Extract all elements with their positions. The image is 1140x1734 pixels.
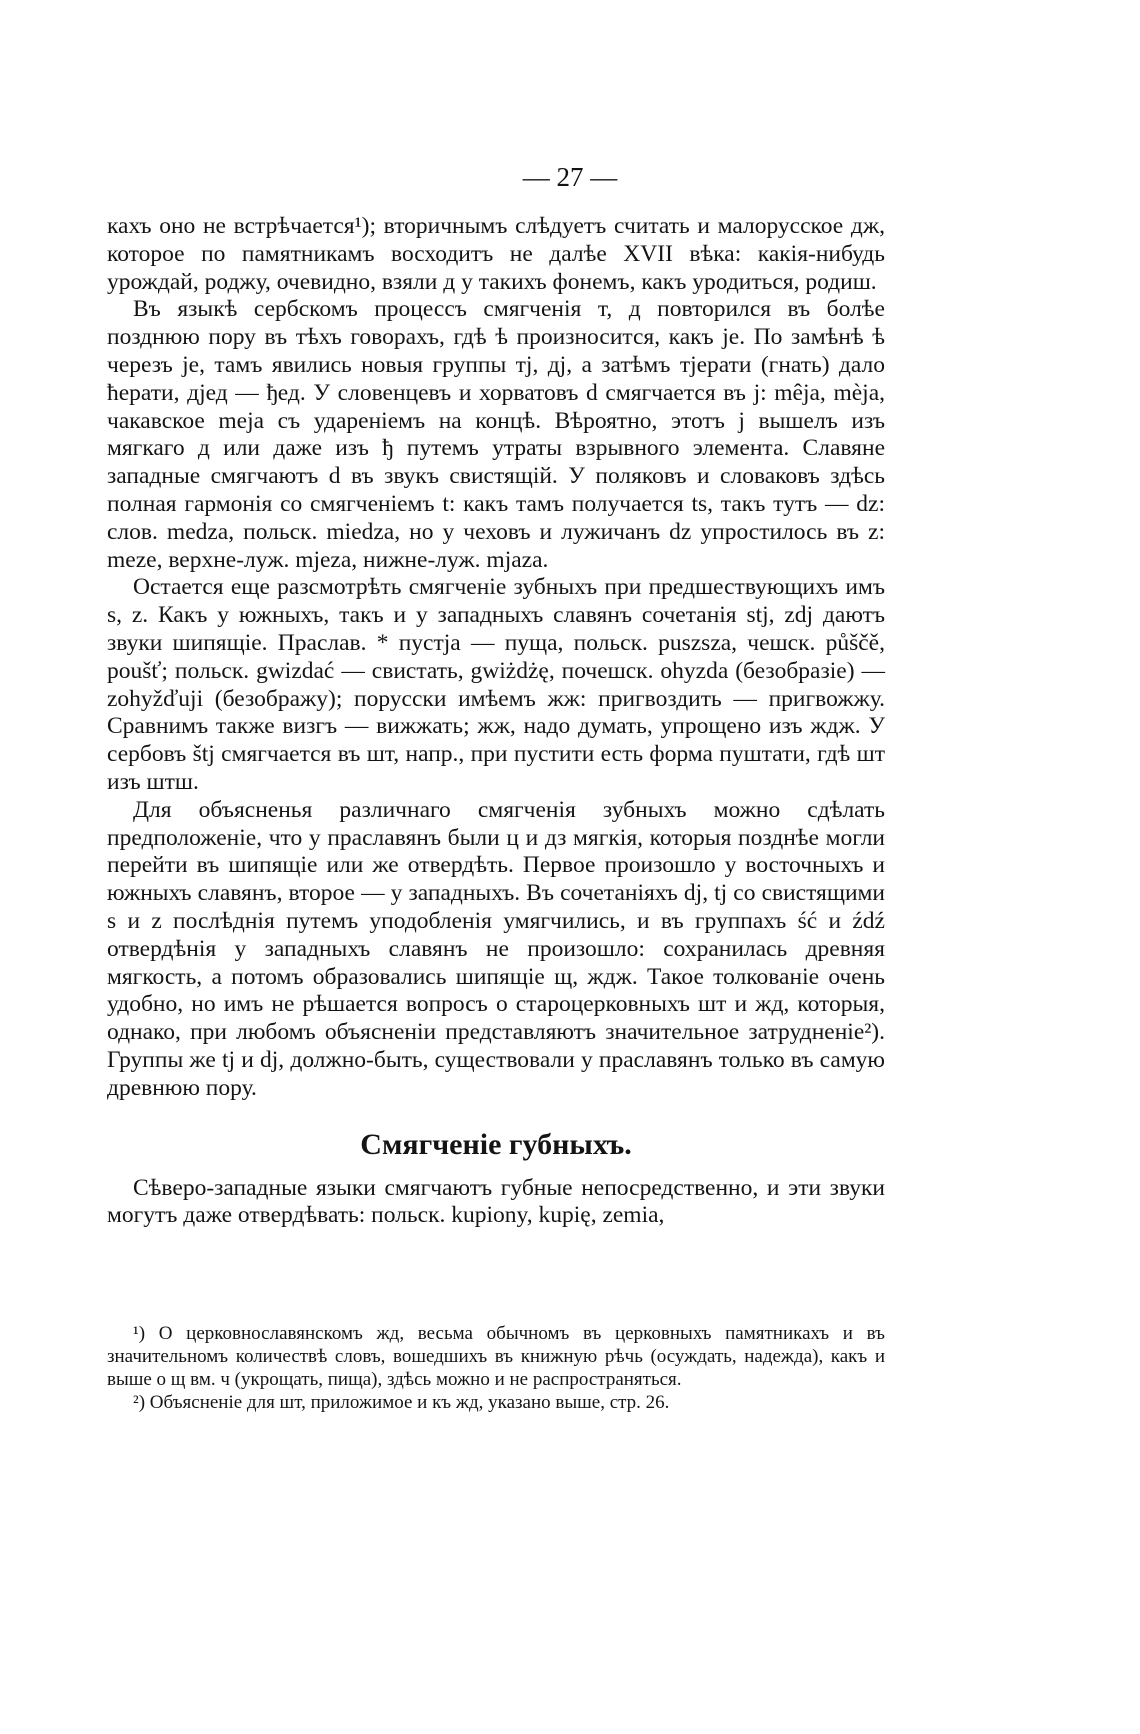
- section-heading: Смягченіе губныхъ.: [360, 1127, 632, 1161]
- footnote-text: Объясненіе для шт, приложимое и къ жд, указано выше, стр. 26.: [149, 1392, 670, 1413]
- paragraph-1: кахъ оно не встрѣчается¹); вторичнымъ слѣдуетъ считать и малорусское дж, которое по памятникамъ восходитъ не далѣе XVII вѣка: какія-нибудь урождай, роджу, очевидно, взяли д у такихъ фонемъ, какъ уродиться, родиш.: [107, 213, 885, 295]
- footnote-mark: ²): [133, 1392, 146, 1413]
- footnote-2: [107, 1391, 885, 1414]
- section-paragraph: Сѣверо-западные языки смягчаютъ губные непосредственно, и эти звуки могутъ даже отвердѣвать: польск. kupiony, kupię, zemia,: [107, 1174, 885, 1229]
- footnotes: [107, 1322, 885, 1414]
- paragraph-3: Остается еще разсмотрѣть смягченіе зубныхъ при предшествующихъ имъ s, z. Какъ у южныхъ, такъ и у западныхъ славянъ сочетанія stj, zdj даютъ звуки шипящіе. Праслав. * пустjа — пуща, польск. puszsza, чешск. půščě, poušť; польск. gwizdać — свистать, gwiżdżę, почешск. ohyzda (безобразіе) — zohyžďuji (безображу); порусски имѣемъ жж: пригвоздить — пригвожжу. Сравнимъ также визгъ — вижжать; жж, надо думать, упрощено изъ ждж. У сербовъ štj смягчается въ шт, напр., при пустити есть форма пуштати, гдѣ шт изъ штш.: [107, 574, 885, 795]
- page-number: — 27 —: [522, 162, 618, 192]
- footnote-text: О церковнославянскомъ жд, весьма обычномъ въ церковныхъ памятникахъ и въ значительномъ количествѣ словъ, вошедшихъ въ книжную рѣчь (осуждать, надежда), какъ и выше о щ вм. ч (укрощать, пища), здѣсь можно и не распространяться.: [107, 1323, 885, 1390]
- paragraph-2: Въ языкѣ сербскомъ процессъ смягченія т, д повторился въ болѣе позднюю пору въ тѣхъ говорахъ, гдѣ ѣ произносится, какъ je. По замѣнѣ ѣ черезъ je, тамъ явились новыя группы тj, дj, а затѣмъ тjерати (гнать) дало ћерати, дjед — ђед. У словенцевъ и хорватовъ d смягчается въ j: mêja, mèja, чакавское meja съ удареніемъ на концѣ. Вѣроятно, этотъ j вышелъ изъ мягкаго д или даже изъ ђ путемъ утраты взрывного элемента. Славяне западные смягчаютъ d въ звукъ свистящій. У поляковъ и словаковъ здѣсь полная гармонія со смягченіемъ t: какъ тамъ получается ts, такъ тутъ — dz: слов. medza, польск. miedza, но у чеховъ и лужичанъ dz упростилось въ z: meze, верхне-луж. mjeza, нижне-луж. mjaza.: [107, 296, 885, 573]
- paragraph-4: Для объясненья различнаго смягченія зубныхъ можно сдѣлать предположеніе, что у праславянъ были ц и дз мягкія, которыя позднѣе могли перейти въ шипящіе или же отвердѣть. Первое произошло у восточныхъ и южныхъ славянъ, второе — у западныхъ. Въ сочетаніяхъ dj, tj со свистящими s и z послѣднія путемъ уподобленія умягчились, и въ группахъ ść и źdź отвердѣнія у западныхъ славянъ не произошло: сохранилась древняя мягкость, а потомъ образовались шипящіе щ, ждж. Такое толкованіе очень удобно, но имъ не рѣшается вопросъ о староцерковныхъ шт и жд, которыя, однако, при любомъ объясненіи представляютъ значительное затрудненіе²). Группы же tj и dj, должно-быть, существовали у праславянъ только въ самую древнюю пору.: [107, 796, 885, 1101]
- footnote-mark: ¹): [133, 1323, 146, 1344]
- main-text: [107, 213, 885, 1230]
- footnote-1: [107, 1322, 885, 1391]
